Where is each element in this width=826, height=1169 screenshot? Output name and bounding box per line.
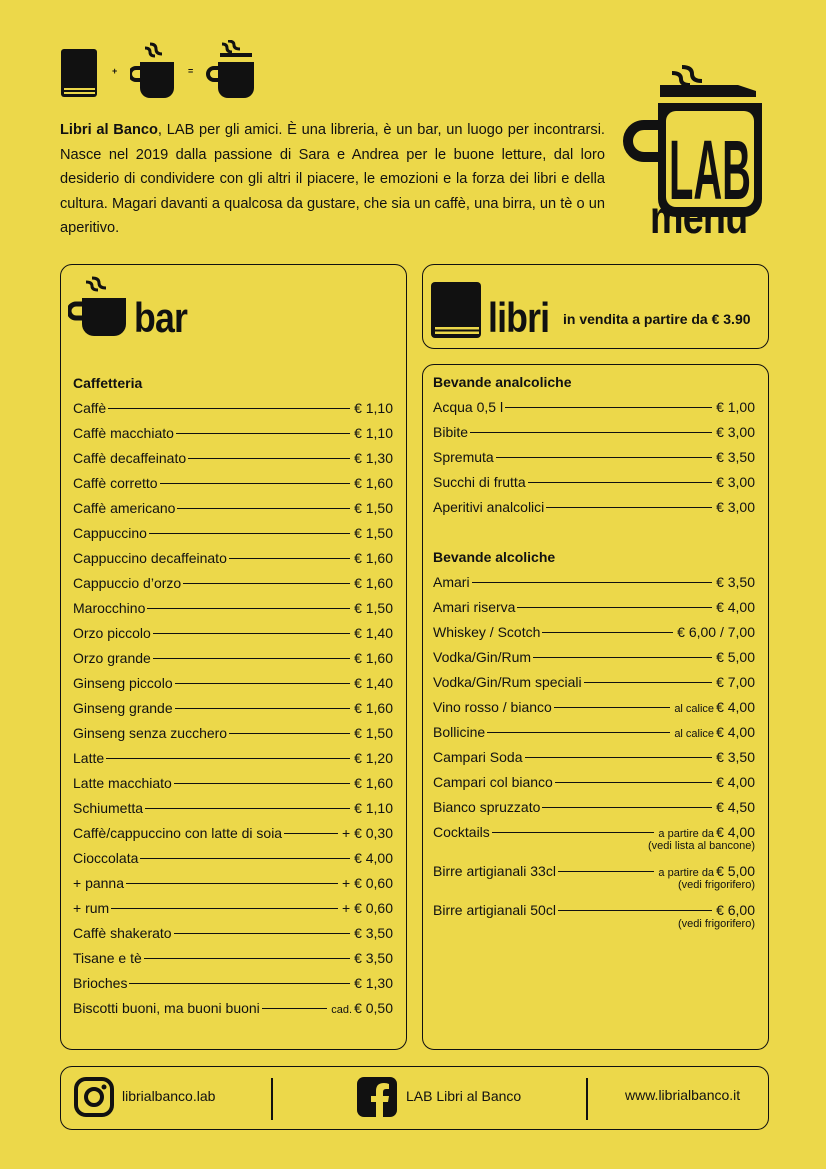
item-name: Brioches xyxy=(73,975,128,991)
coffee-cup-icon xyxy=(130,42,180,100)
leader-line xyxy=(262,1008,327,1009)
bar-menu-list xyxy=(73,371,393,1021)
menu-item xyxy=(73,921,393,946)
leader-line xyxy=(555,782,712,783)
leader-line xyxy=(145,808,350,809)
item-price: € 1,50 xyxy=(354,500,393,516)
menu-item xyxy=(73,771,393,796)
menu-item xyxy=(433,670,755,695)
item-price: € 3,50 xyxy=(716,749,755,765)
item-price: € 3,50 xyxy=(354,950,393,966)
menu-item xyxy=(73,496,393,521)
leader-line xyxy=(106,758,350,759)
item-name: Campari col bianco xyxy=(433,774,553,790)
item-price: € 1,50 xyxy=(354,600,393,616)
item-price: + € 0,30 xyxy=(342,825,393,841)
leader-line xyxy=(160,483,351,484)
item-name: Aperitivi analcolici xyxy=(433,499,545,515)
item-name: Schiumetta xyxy=(73,800,144,816)
footer-divider xyxy=(271,1078,273,1120)
menu-item xyxy=(73,996,393,1021)
item-name: Acqua 0,5 l xyxy=(433,399,504,415)
item-name: Vodka/Gin/Rum xyxy=(433,649,532,665)
leader-line xyxy=(528,482,712,483)
leader-line xyxy=(153,633,350,634)
leader-line xyxy=(188,458,350,459)
menu-item xyxy=(73,946,393,971)
coffee-cup-icon xyxy=(68,276,130,338)
menu-item xyxy=(433,745,755,770)
leader-line xyxy=(176,433,350,434)
item-name: Tisane e tè xyxy=(73,950,142,966)
leader-line xyxy=(542,632,673,633)
cup-with-book-icon xyxy=(206,40,256,100)
leader-line xyxy=(229,733,350,734)
menu-item xyxy=(73,846,393,871)
item-price: € 1,30 xyxy=(354,450,393,466)
leader-line xyxy=(175,708,350,709)
item-price: € 1,50 xyxy=(354,725,393,741)
drinks-menu-list xyxy=(433,370,755,937)
item-name: Campari Soda xyxy=(433,749,523,765)
item-name: Amari riserva xyxy=(433,599,516,615)
libri-title: libri xyxy=(488,294,550,341)
item-name: Ginseng piccolo xyxy=(73,675,173,691)
leader-line xyxy=(505,407,712,408)
item-name: Latte macchiato xyxy=(73,775,172,791)
menu-item xyxy=(433,645,755,670)
leader-line xyxy=(284,833,338,834)
item-name: Succhi di frutta xyxy=(433,474,526,490)
item-name: + rum xyxy=(73,900,110,916)
item-price: € 1,40 xyxy=(354,625,393,641)
item-name: Vino rosso / bianco xyxy=(433,699,552,715)
leader-line xyxy=(144,958,350,959)
equals-sign: = xyxy=(188,66,194,76)
item-price: € 3,50 xyxy=(354,925,393,941)
website-link[interactable]: www.librialbanco.it xyxy=(625,1087,741,1103)
leader-line xyxy=(554,707,670,708)
leader-line xyxy=(153,658,350,659)
footer-divider xyxy=(586,1078,588,1120)
item-price: € 1,60 xyxy=(354,700,393,716)
menu-item xyxy=(433,620,755,645)
item-name: Spremuta xyxy=(433,449,494,465)
item-price: € 6,00 / 7,00 xyxy=(677,624,755,640)
leader-line xyxy=(584,682,712,683)
menu-item xyxy=(433,720,755,745)
item-name: Cappuccino decaffeinato xyxy=(73,550,227,566)
item-name: Caffè shakerato xyxy=(73,925,172,941)
menu-item xyxy=(73,896,393,921)
menu-item xyxy=(73,571,393,596)
facebook-icon[interactable] xyxy=(357,1077,397,1117)
menu-item xyxy=(433,420,755,445)
menu-item xyxy=(73,971,393,996)
item-price: € 1,60 xyxy=(354,475,393,491)
item-name: + panna xyxy=(73,875,124,891)
leader-line xyxy=(174,933,350,934)
menu-item xyxy=(73,446,393,471)
leader-line xyxy=(472,582,713,583)
item-price: € 1,50 xyxy=(354,525,393,541)
category-heading: Caffetteria xyxy=(73,375,143,391)
item-price: + € 0,60 xyxy=(342,875,393,891)
leader-line xyxy=(470,432,712,433)
menu-item xyxy=(73,546,393,571)
item-name: Vodka/Gin/Rum speciali xyxy=(433,674,582,690)
menu-item xyxy=(73,471,393,496)
book-icon xyxy=(430,281,482,339)
menu-item xyxy=(73,621,393,646)
item-name: Cocktails xyxy=(433,824,490,840)
item-name: Cioccolata xyxy=(73,850,139,866)
leader-line xyxy=(149,533,350,534)
item-price: € 1,60 xyxy=(354,575,393,591)
leader-line xyxy=(108,408,350,409)
item-price: € 1,60 xyxy=(354,550,393,566)
item-note: (vedi lista al bancone) xyxy=(647,840,755,852)
item-name: Caffè americano xyxy=(73,500,176,516)
item-price: € 1,10 xyxy=(354,800,393,816)
logo-text: LAB xyxy=(669,123,751,217)
menu-item xyxy=(73,796,393,821)
leader-line xyxy=(174,783,350,784)
intro-bold: Libri al Banco xyxy=(60,122,158,138)
item-name: Orzo grande xyxy=(73,650,151,666)
leader-line xyxy=(487,732,670,733)
item-price: € 4,00 xyxy=(716,724,755,740)
item-name: Bollicine xyxy=(433,724,486,740)
item-price: € 1,40 xyxy=(354,675,393,691)
item-price: € 1,60 xyxy=(354,650,393,666)
bar-title: bar xyxy=(134,294,188,341)
leader-line xyxy=(492,832,655,833)
item-price: € 4,00 xyxy=(716,599,755,615)
item-note: (vedi frigorifero) xyxy=(677,879,755,891)
plus-sign: + xyxy=(112,66,118,76)
leader-line xyxy=(126,883,338,884)
leader-line xyxy=(533,657,712,658)
item-name: Orzo piccolo xyxy=(73,625,151,641)
item-name: Amari xyxy=(433,574,470,590)
facebook-page[interactable]: LAB Libri al Banco xyxy=(406,1088,522,1104)
menu-item xyxy=(433,470,755,495)
item-name: Caffè xyxy=(73,400,107,416)
menu-item xyxy=(433,795,755,820)
item-name: Caffè macchiato xyxy=(73,425,174,441)
menu-item xyxy=(73,521,393,546)
item-price: € 3,00 xyxy=(716,474,755,490)
item-name: Caffè corretto xyxy=(73,475,158,491)
menu-item xyxy=(73,396,393,421)
item-price: € 1,10 xyxy=(354,400,393,416)
price-prefix: a partire da xyxy=(658,867,715,879)
instagram-icon[interactable] xyxy=(74,1077,114,1117)
item-price: € 1,30 xyxy=(354,975,393,991)
item-name: Bianco spruzzato xyxy=(433,799,541,815)
item-name: Birre artigianali 50cl xyxy=(433,902,556,918)
item-price: € 4,00 xyxy=(354,850,393,866)
book-icon xyxy=(60,48,98,98)
item-name: Bibite xyxy=(433,424,469,440)
item-name: Caffè/cappuccino con latte di soia xyxy=(73,825,283,841)
menu-item xyxy=(433,445,755,470)
item-price: € 1,00 xyxy=(716,399,755,415)
menu-item xyxy=(73,746,393,771)
item-name: Latte xyxy=(73,750,105,766)
item-price: + € 0,60 xyxy=(342,900,393,916)
libri-subtitle: in vendita a partire da € 3.90 xyxy=(563,311,751,327)
item-name: Whiskey / Scotch xyxy=(433,624,541,640)
item-price: € 5,00 xyxy=(716,649,755,665)
item-price: € 0,50 xyxy=(354,1000,393,1016)
menu-word: menu xyxy=(650,191,748,243)
menu-item xyxy=(73,821,393,846)
leader-line xyxy=(517,607,712,608)
leader-line xyxy=(229,558,350,559)
leader-line xyxy=(546,507,712,508)
leader-line xyxy=(140,858,350,859)
item-price: € 4,00 xyxy=(716,824,755,840)
leader-line xyxy=(183,583,350,584)
item-price: € 1,60 xyxy=(354,775,393,791)
menu-item xyxy=(73,871,393,896)
item-price: € 4,00 xyxy=(716,774,755,790)
menu-item xyxy=(433,595,755,620)
menu-item xyxy=(73,721,393,746)
item-price: € 5,00 xyxy=(716,863,755,879)
item-note: (vedi frigorifero) xyxy=(677,918,755,930)
category-heading: Bevande analcoliche xyxy=(433,374,572,390)
menu-item xyxy=(433,395,755,420)
leader-line xyxy=(111,908,338,909)
leader-line xyxy=(175,683,350,684)
item-price: € 6,00 xyxy=(716,902,755,918)
leader-line xyxy=(558,871,654,872)
item-price: € 4,00 xyxy=(716,699,755,715)
item-name: Biscotti buoni, ma buoni buoni xyxy=(73,1000,260,1016)
price-prefix: cad. xyxy=(331,1004,353,1016)
item-name: Caffè decaffeinato xyxy=(73,450,187,466)
item-price: € 3,50 xyxy=(716,449,755,465)
item-name: Cappuccio d’orzo xyxy=(73,575,182,591)
menu-item xyxy=(433,770,755,795)
price-prefix: al calice xyxy=(674,728,715,740)
menu-item xyxy=(73,421,393,446)
item-name: Ginseng senza zucchero xyxy=(73,725,228,741)
item-price: € 1,20 xyxy=(354,750,393,766)
item-price: € 4,50 xyxy=(716,799,755,815)
leader-line xyxy=(542,807,712,808)
leader-line xyxy=(147,608,350,609)
item-name: Ginseng grande xyxy=(73,700,173,716)
leader-line xyxy=(558,910,712,911)
item-price: € 3,00 xyxy=(716,499,755,515)
leader-line xyxy=(177,508,350,509)
intro-text: , LAB per gli amici. È una libreria, è un bar, un luogo per incontrarsi. Nasce nel 2019 dalla passione di Sara e Andrea per le buone letture, dal loro desiderio di condividere con gli altri il piacere, le emozioni e la forza dei libri e della cultura. Magari davanti a qualcosa da gustare, che sia un caffè, una birra, un tè o un aperitivo. xyxy=(60,122,605,237)
item-price: € 3,50 xyxy=(716,574,755,590)
leader-line xyxy=(525,757,713,758)
leader-line xyxy=(129,983,350,984)
price-prefix: al calice xyxy=(674,703,715,715)
menu-item xyxy=(433,695,755,720)
category-heading: Bevande alcoliche xyxy=(433,549,556,565)
intro-paragraph xyxy=(60,118,605,241)
item-name: Birre artigianali 33cl xyxy=(433,863,556,879)
item-name: Cappuccino xyxy=(73,525,147,541)
price-prefix: a partire da xyxy=(658,828,715,840)
menu-item xyxy=(73,696,393,721)
menu-item xyxy=(73,596,393,621)
leader-line xyxy=(496,457,712,458)
item-price: € 1,10 xyxy=(354,425,393,441)
item-name: Marocchino xyxy=(73,600,146,616)
menu-item xyxy=(73,671,393,696)
header-equation xyxy=(60,40,260,100)
instagram-handle[interactable]: librialbanco.lab xyxy=(122,1088,216,1104)
menu-item xyxy=(433,570,755,595)
menu-item xyxy=(433,495,755,520)
item-price: € 3,00 xyxy=(716,424,755,440)
menu-item xyxy=(73,646,393,671)
item-price: € 7,00 xyxy=(716,674,755,690)
